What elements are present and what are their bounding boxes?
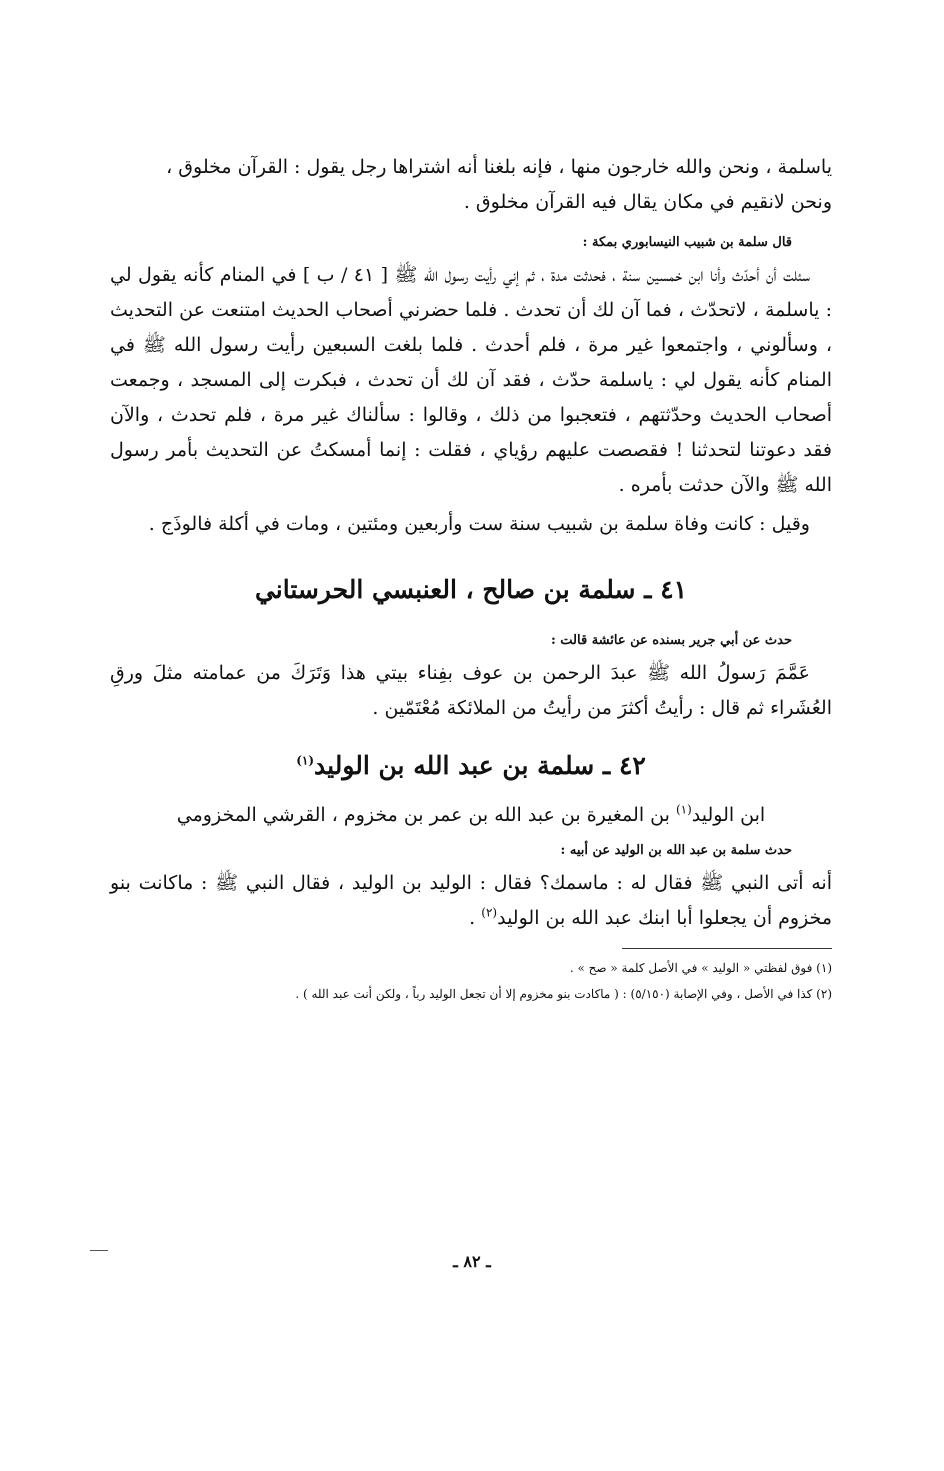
footnote-2: (٢) كذا في الأصل ، وفي الإصابة (٥/١٥٠) : ( ماكادت بنو مخزوم إلا أن تجعل الوليد رباً ، ولكن أنت عبد الله ) . <box>295 987 832 1001</box>
lead-salama-bin-abdullah: حدث سلمة بن عبد الله بن الوليد عن أبيه : <box>560 843 792 858</box>
heading-42-footnote-ref: (١) <box>296 753 315 768</box>
paragraph-dream-narration: سئلت أن أحدّث وأنا ابن خمسين سنة ، فحدثت مدة ، ثم إني رأيت رسول الله ﷺ [ ٤١ / ب ] في المنام كأنه يقول لي : ياسلمة ، لاتحدّث ، فما آن لك أن تحدث . فلما حضرني أصحاب الحديث امتنعت عن التحديث ، وسألوني ، واجتمعوا غير مرة ، فلم أحدث . فلما بلغت السبعين رأيت رسول الله ﷺ في المنام كأنه يقول لي : ياسلمة حدّث ، فقد آن لك أن تحدث ، فبكرت إلى المسجد ، وجمعت أصحاب الحديث وحدّثتهم ، فتعجبوا من ذلك ، وقالوا : سألناك غير مرة ، فلم تحدث ، والآن فقد دعوتنا لتحدثنا ! فقصصت عليهم رؤياي ، فقلت : إنما أمسكتُ عن التحديث بأمر رسول الله ﷺ والآن حدثت بأمره . <box>110 264 832 496</box>
paragraph-name-hadith-text: أنه أتى النبي ﷺ فقال له : ماسمك؟ فقال : الوليد بن الوليد ، فقال النبي ﷺ : ماكانت بنو مخزوم أن يجعلوا أبا ابنك عبد الله بن الوليد <box>110 872 832 929</box>
section-heading-42 <box>110 746 832 786</box>
lead-abi-jarir: حدث عن أبي جرير بسنده عن عائشة قالت : <box>550 633 792 648</box>
lineage-footnote-ref: (١) <box>675 802 692 817</box>
paragraph-death-note: وقيل : كانت وفاة سلمة بن شبيب سنة ست وأربعين ومئتين ، ومات في أكلة فالوذَج . <box>148 513 810 535</box>
paragraph-footnote-ref: (٢) <box>481 905 498 920</box>
paragraph-name-hadith <box>110 866 832 936</box>
heading-42-text: ٤٢ ـ سلمة بن عبد الله بن الوليد <box>314 751 646 780</box>
footnote-1: (١) فوق لفظتي « الوليد » في الأصل كلمة « صح » . <box>569 961 832 975</box>
page-body <box>110 150 832 1005</box>
intro-line-1: ياسلمة ، ونحن والله خارجون منها ، فإنه بلغنا أنه اشتراها رجل يقول : القرآن مخلوق ، <box>166 156 832 178</box>
paragraph-turban-hadith: عَمَّمَ رَسولُ الله ﷺ عبدَ الرحمن بن عوف بفِناء بيتي هذا وَتَرَكَ من عمامته مثلَ ورقِ العُشَراء ثم قال : رأيتُ أكثرَ من رأيتُ من الملائكة مُعْتَمّين . <box>110 662 832 719</box>
section-heading-41: ٤١ ـ سلمة بن صالح ، العنبسي الحرستاني <box>254 575 688 604</box>
paragraph-name-hadith-end: . <box>469 907 482 929</box>
lead-salama-bin-shabib: قال سلمة بن شبيب النيسابوري بمكة : <box>582 235 792 250</box>
margin-mark <box>90 1250 108 1251</box>
lineage-rest: بن المغيرة بن عبد الله بن عمر بن مخزوم ، القرشي المخزومي <box>176 804 676 826</box>
lineage-start: ابن الوليد <box>691 804 766 826</box>
page-number: ـ ٨٢ ـ <box>453 1252 491 1271</box>
footnote-separator <box>622 948 832 949</box>
lineage-line <box>110 798 832 832</box>
intro-line-2: ونحن لانقيم في مكان يقال فيه القرآن مخلوق . <box>463 191 832 213</box>
